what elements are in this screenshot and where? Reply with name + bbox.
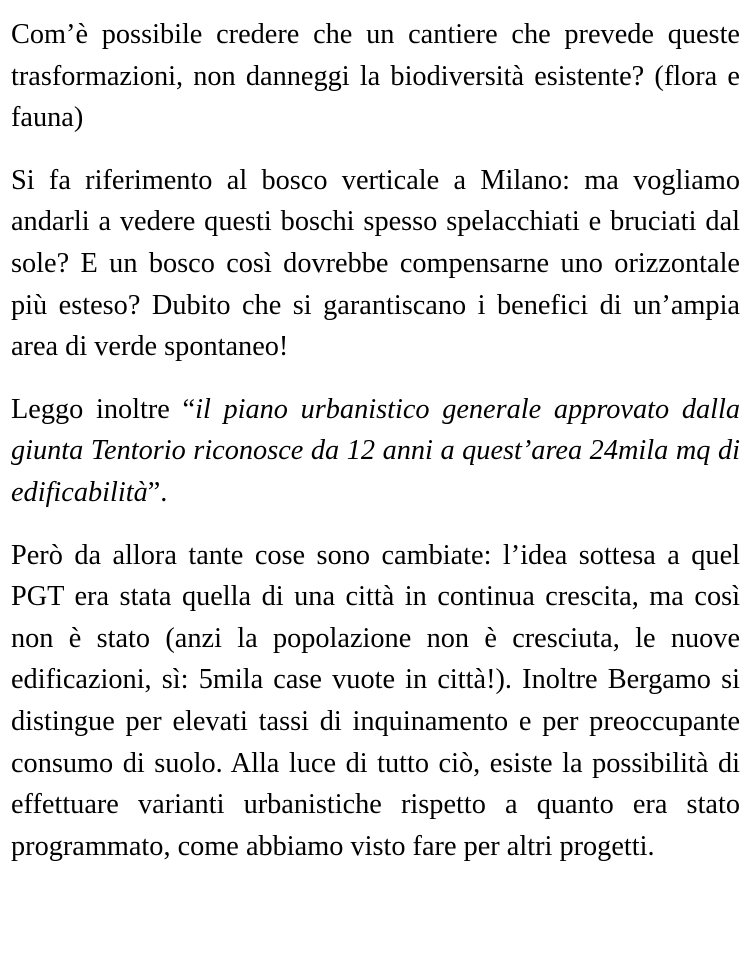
quote-prefix: Leggo inoltre “ [11, 393, 196, 425]
paragraph-vertical-forest: Si fa riferimento al bosco verticale a Milano: ma vogliamo andarli a vedere questi boschi spesso spelacchiati e bruciati dal sole? E un bosco così dovrebbe compensarne uno orizzontale più esteso? Dubito che si garantiscano i benefici di un’ampia area di verde spontaneo! [11, 164, 740, 363]
quoted-text: il piano urbanistico generale approvato dalla giunta Tentorio riconosce da 12 anni a quest’area 24mila mq di edificabilità [11, 393, 740, 508]
paragraph-urban-plan-quote [11, 389, 740, 514]
paragraph-pgt-changes: Però da allora tante cose sono cambiate: l’idea sottesa a quel PGT era stata quella di una città in continua crescita, ma così non è stato (anzi la popolazione non è cresciuta, le nuove edificazioni, sì: 5mila case vuote in città!). Inoltre Bergamo si distingue per elevati tassi di inquinamento e per preoccupante consumo di suolo. Alla luce di tutto ciò, esiste la possibilità di effettuare varianti urbanistiche rispetto a quanto era stato programmato, come abbiamo visto fare per altri progetti. [11, 539, 740, 862]
document-body [11, 14, 740, 867]
paragraph-biodiversity: Com’è possibile credere che un cantiere che prevede queste trasformazioni, non danneggi la biodiversità esistente? (flora e fauna) [11, 19, 740, 134]
quote-suffix: ”. [147, 476, 168, 508]
